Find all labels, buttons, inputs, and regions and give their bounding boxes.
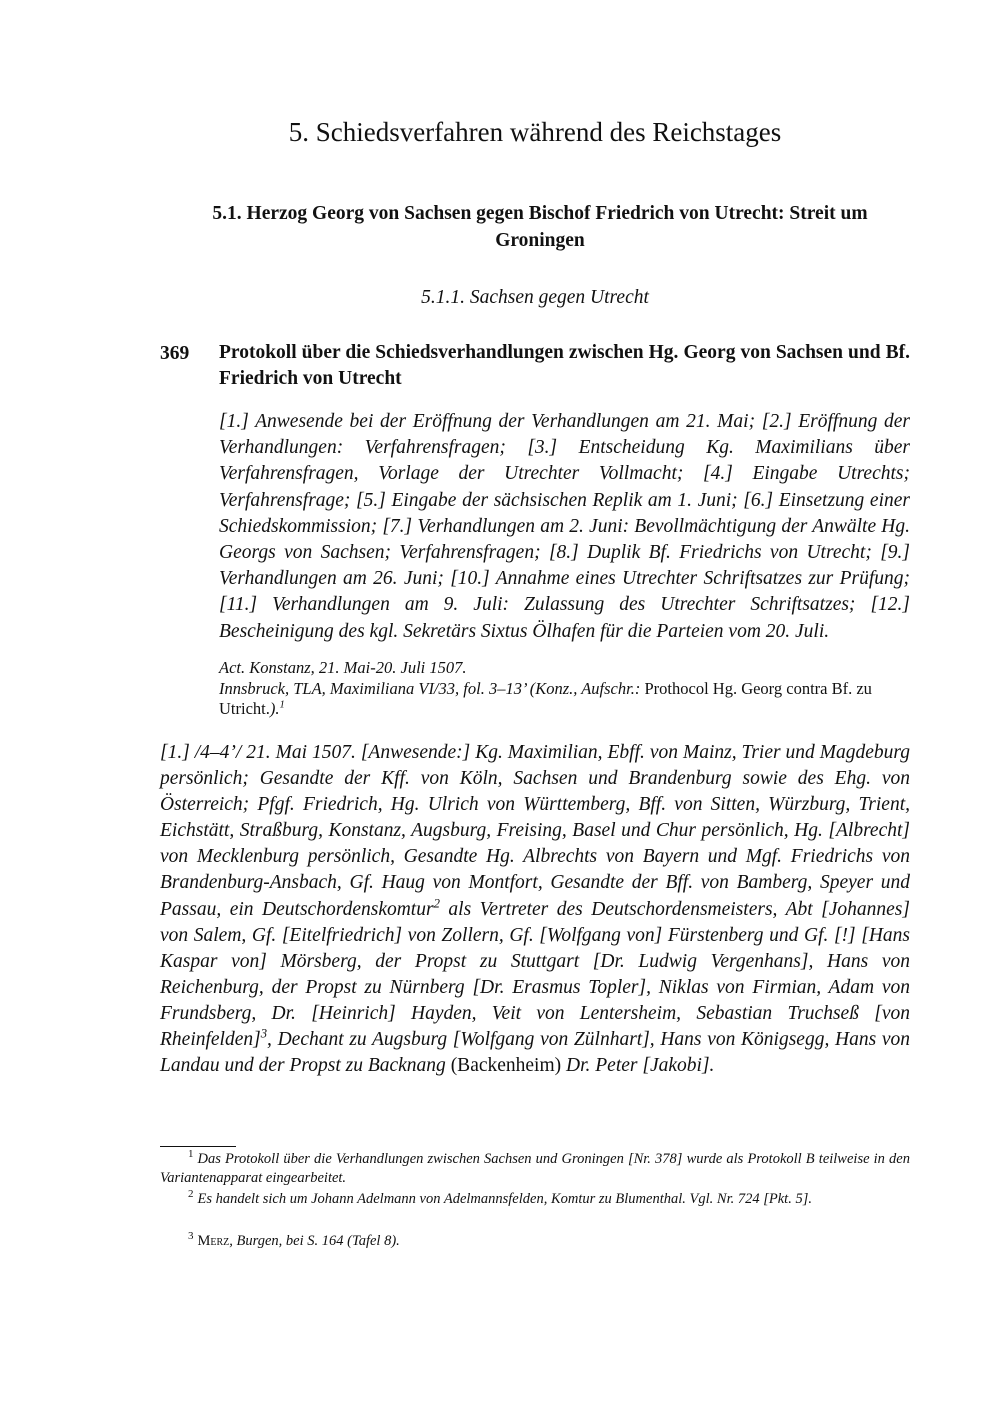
main-text-part: als Vertreter des Deutschordensmeisters, Abt [Johannes] von Salem, Gf. [Eitelfriedrich] von Zollern, Gf. [Wolfgang von] Fürstenberg und Gf. [!] [Hans Kaspar von] Mörsberg, der Propst zu Stuttgart [Dr. Ludwig Vergenhans], Hans von Reichenburg, der Propst zu Nürnberg [Dr. Erasmus Topler], Niklas von Firmian, Adam von Frundsberg, Dr. [Heinrich] Hayden, Veit von Lentersheim, Sebastian Truchseß [von Rheinfelden] <box>160 898 910 1051</box>
main-text <box>160 740 910 1079</box>
source-archive: Innsbruck, TLA, Maximiliana VI/33, fol. 3–13’ (Konz., Aufschr.: <box>219 678 641 698</box>
source-date: Act. Konstanz, 21. Mai-20. Juli 1507. <box>219 658 467 677</box>
chapter-title: 5. Schiedsverfahren während des Reichstages <box>288 117 782 147</box>
footnote-1 <box>160 1150 910 1187</box>
footnote-2 <box>160 1190 910 1209</box>
source-archive-line <box>219 679 910 720</box>
main-text-part: Dr. Peter [Jakobi]. <box>561 1055 715 1077</box>
footnote-text: , Burgen, bei S. 164 (Tafel 8). <box>229 1233 400 1249</box>
footnote-text: Es handelt sich um Johann Adelmann von Adelmannsfelden, Komtur zu Blumenthal. Vgl. Nr. 724 [Pkt. 5]. <box>197 1191 812 1207</box>
footnote-author: Merz <box>197 1233 230 1249</box>
footnote-ref-3[interactable]: 3 <box>260 1026 268 1041</box>
footnote-number: 1 <box>188 1148 194 1161</box>
main-text-part: [1.] /4–4’/ 21. Mai 1507. [Anwesende:] Kg. Maximilian, Ebff. von Mainz, Trier und Magdeburg persönlich; Gesandte der Kff. von Köln, Sachsen und Brandenburg sowie des Ehg. von Österreich; Pfgf. Friedrich, Hg. Ulrich von Württemberg, Bff. von Sitten, Würzburg, Trient, Eichstätt, Straßburg, Konstanz, Augsburg, Freising, Basel und Chur persönlich, Hg. [Albrecht] von Mecklenburg persönlich, Gesandte Hg. Albrechts von Bayern und Mgf. Friedrichs von Brandenburg-Ansbach, Gf. Haug von Montfort, Gesandte der Bff. von Bamberg, Speyer und Passau, ein Deutschordenskomtur <box>160 742 910 920</box>
main-text-part: , Dechant zu Augsburg [Wolfgang von Zülnhart], Hans von Königsegg, Hans von Landau und der Propst zu Backnang <box>160 1029 910 1077</box>
document-number: 369 <box>160 343 190 364</box>
document-regest: [1.] Anwesende bei der Eröffnung der Verhandlungen am 21. Mai; [2.] Eröffnung der Verhandlungen: Verfahrensfragen; [3.] Entscheidung Kg. Maximilians über Verfahrensfragen, Vorlage der Utrechter Vollmacht; [4.] Eingabe Utrechts; Verfahrensfrage; [5.] Eingabe der sächsischen Replik am 1. Juni; [6.] Einsetzung einer Schiedskommission; [7.] Verhandlungen am 2. Juni: Bevollmächtigung der Anwälte Hg. Georgs von Sachsen; Verfahrensfragen; [8.] Duplik Bf. Friedrichs von Utrecht; [9.] Verhandlungen am 26. Juni; [10.] Annahme eines Utrechter Schriftsatzes zur Prüfung; [11.] Verhandlungen am 9. Juli: Zulassung des Utrechter Schriftsatzes; [12.] Bescheinigung des kgl. Sekretärs Sixtus Ölhafen für die Parteien vom 20. Juli. <box>219 411 910 642</box>
footnote-ref-1[interactable]: 1 <box>279 698 285 711</box>
footnote-divider <box>160 1146 236 1147</box>
footnote-text: Das Protokoll über die Verhandlungen zwischen Sachsen und Groningen [Nr. 378] wurde als Protokoll B teilweise in den Variantenapparat eingearbeitet. <box>160 1151 910 1186</box>
document-title: Protokoll über die Schiedsverhandlungen zwischen Hg. Georg von Sachsen und Bf. Friedrich von Utrecht <box>219 342 910 389</box>
source-note <box>219 658 910 720</box>
section-title: 5.1. Herzog Georg von Sachsen gegen Bischof Friedrich von Utrecht: Streit um Groningen <box>212 203 868 251</box>
footnote-3 <box>160 1232 910 1251</box>
footnote-number: 3 <box>188 1230 194 1243</box>
source-close: ). <box>269 699 280 718</box>
source-inscription: Prothocol Hg. Georg contra Bf. zu Utricht. <box>219 678 872 718</box>
footnote-number: 2 <box>188 1188 194 1201</box>
footnote-ref-2[interactable]: 2 <box>433 896 440 911</box>
subsection-title: 5.1.1. Sachsen gegen Utrecht <box>421 287 649 308</box>
main-text-roman: (Backenheim) <box>450 1055 562 1077</box>
